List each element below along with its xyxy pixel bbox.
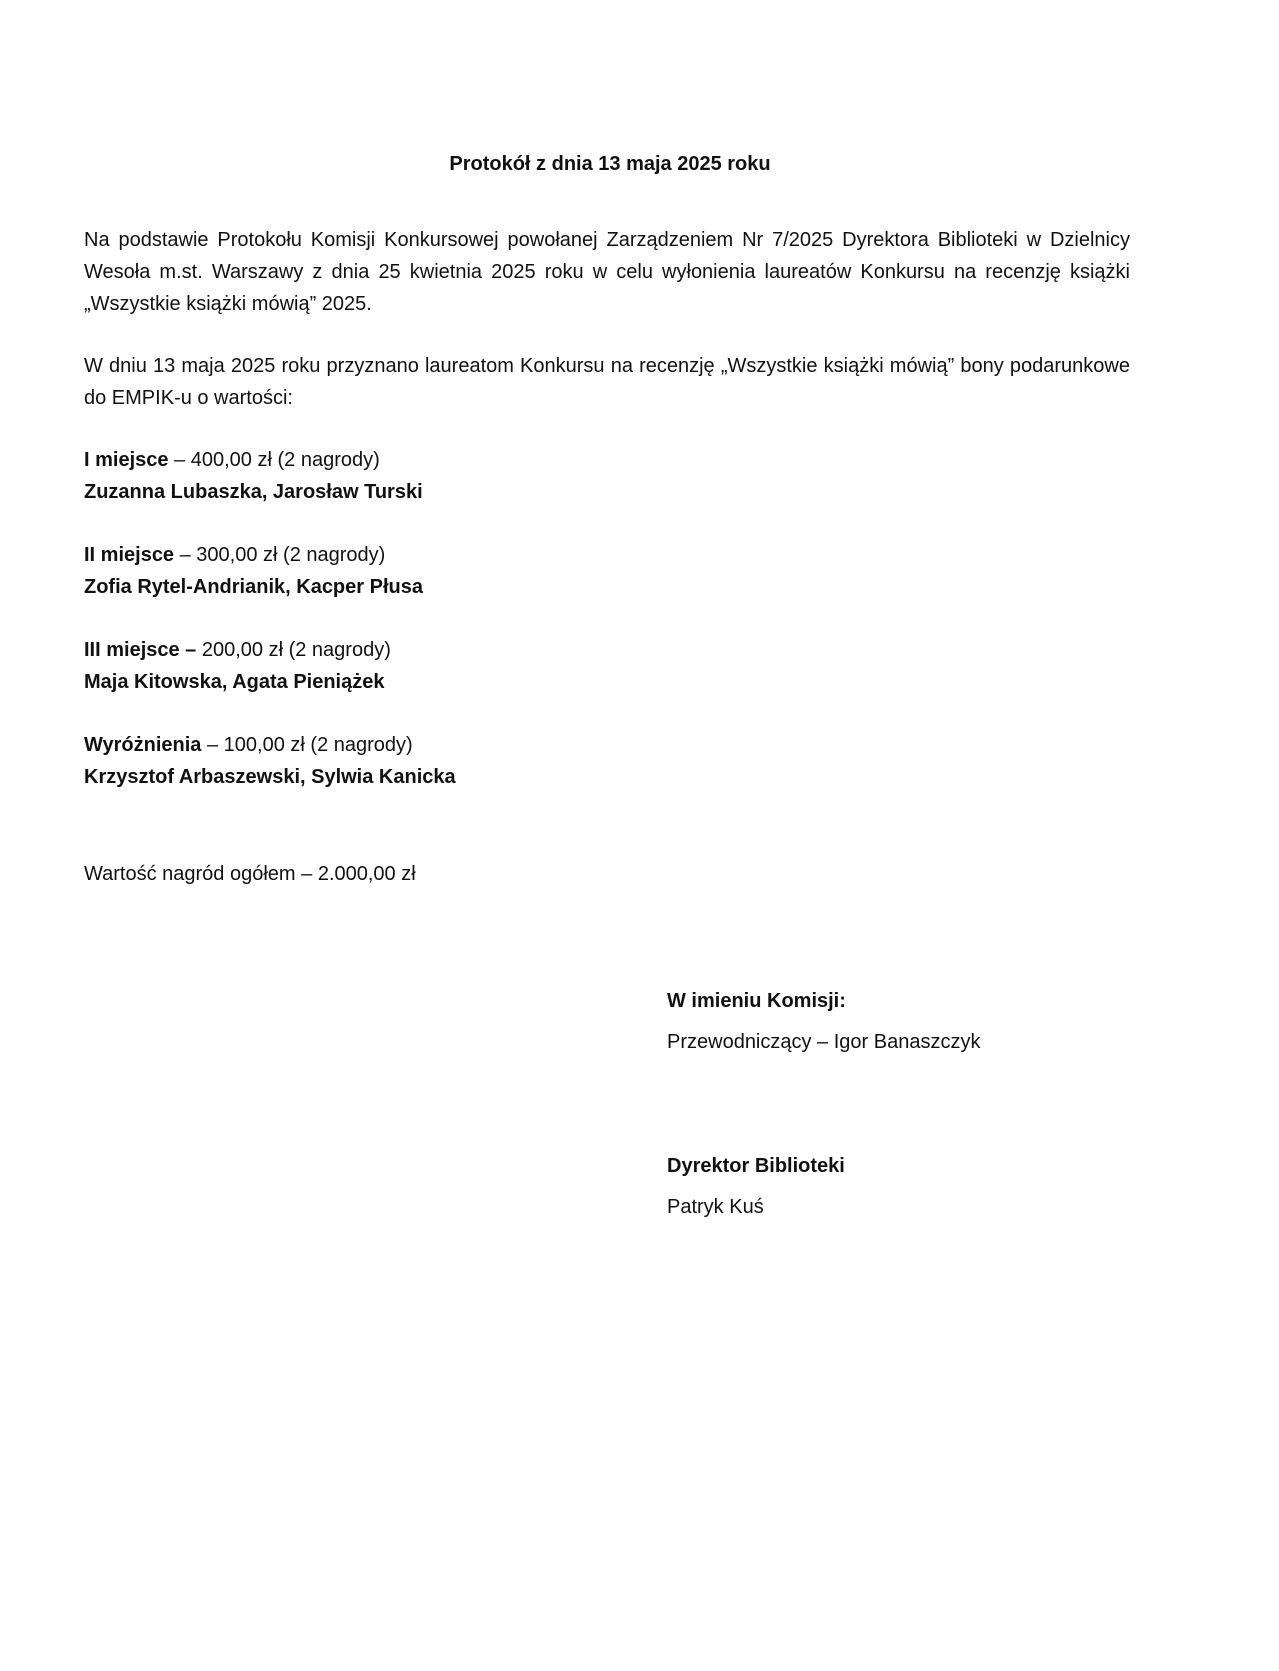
prize-winners: Maja Kitowska, Agata Pieniążek (84, 671, 385, 693)
signature-heading: Dyrektor Biblioteki (667, 1155, 845, 1177)
prize-label: I miejsce (84, 449, 169, 471)
prize-value: – 100,00 zł (2 nagrody) (201, 734, 413, 756)
signature-person: Przewodniczący – Igor Banaszczyk (667, 1031, 981, 1053)
prize-label: III miejsce – (84, 639, 197, 661)
prize-value: 200,00 zł (2 nagrody) (196, 639, 391, 661)
prize-winners: Krzysztof Arbaszewski, Sylwia Kanicka (84, 766, 456, 788)
prize-second-place (84, 539, 423, 603)
signature-committee (667, 985, 980, 1058)
prize-winners: Zofia Rytel-Andrianik, Kacper Płusa (84, 576, 423, 598)
prize-value: – 400,00 zł (2 nagrody) (168, 449, 380, 471)
document-title: Protokół z dnia 13 maja 2025 roku (449, 153, 771, 175)
prize-label: II miejsce (84, 544, 175, 566)
prize-value: – 300,00 zł (2 nagrody) (174, 544, 386, 566)
prize-winners: Zuzanna Lubaszka, Jarosław Turski (84, 481, 423, 503)
signature-heading: W imieniu Komisji: (667, 990, 846, 1012)
signature-person: Patryk Kuś (667, 1196, 764, 1218)
intro-paragraph: Na podstawie Protokołu Komisji Konkursowej powołanej Zarządzeniem Nr 7/2025 Dyrektora Biblioteki w Dzielnicy Wesoła m.st. Warszawy z dnia 25 kwietnia 2025 roku w celu wyłonienia laureatów Konkursu na recenzję książki „Wszystkie książki mówią” 2025. (84, 229, 1130, 315)
prize-distinctions (84, 729, 456, 793)
signature-director (667, 1150, 845, 1223)
total-prize-value: Wartość nagród ogółem – 2.000,00 zł (84, 863, 416, 885)
award-paragraph: W dniu 13 maja 2025 roku przyznano laureatom Konkursu na recenzję „Wszystkie książki mówią” bony podarunkowe do EMPIK-u o wartości: (84, 355, 1130, 409)
prize-third-place (84, 634, 391, 698)
prize-first-place (84, 444, 423, 508)
prize-label: Wyróżnienia (84, 734, 202, 756)
